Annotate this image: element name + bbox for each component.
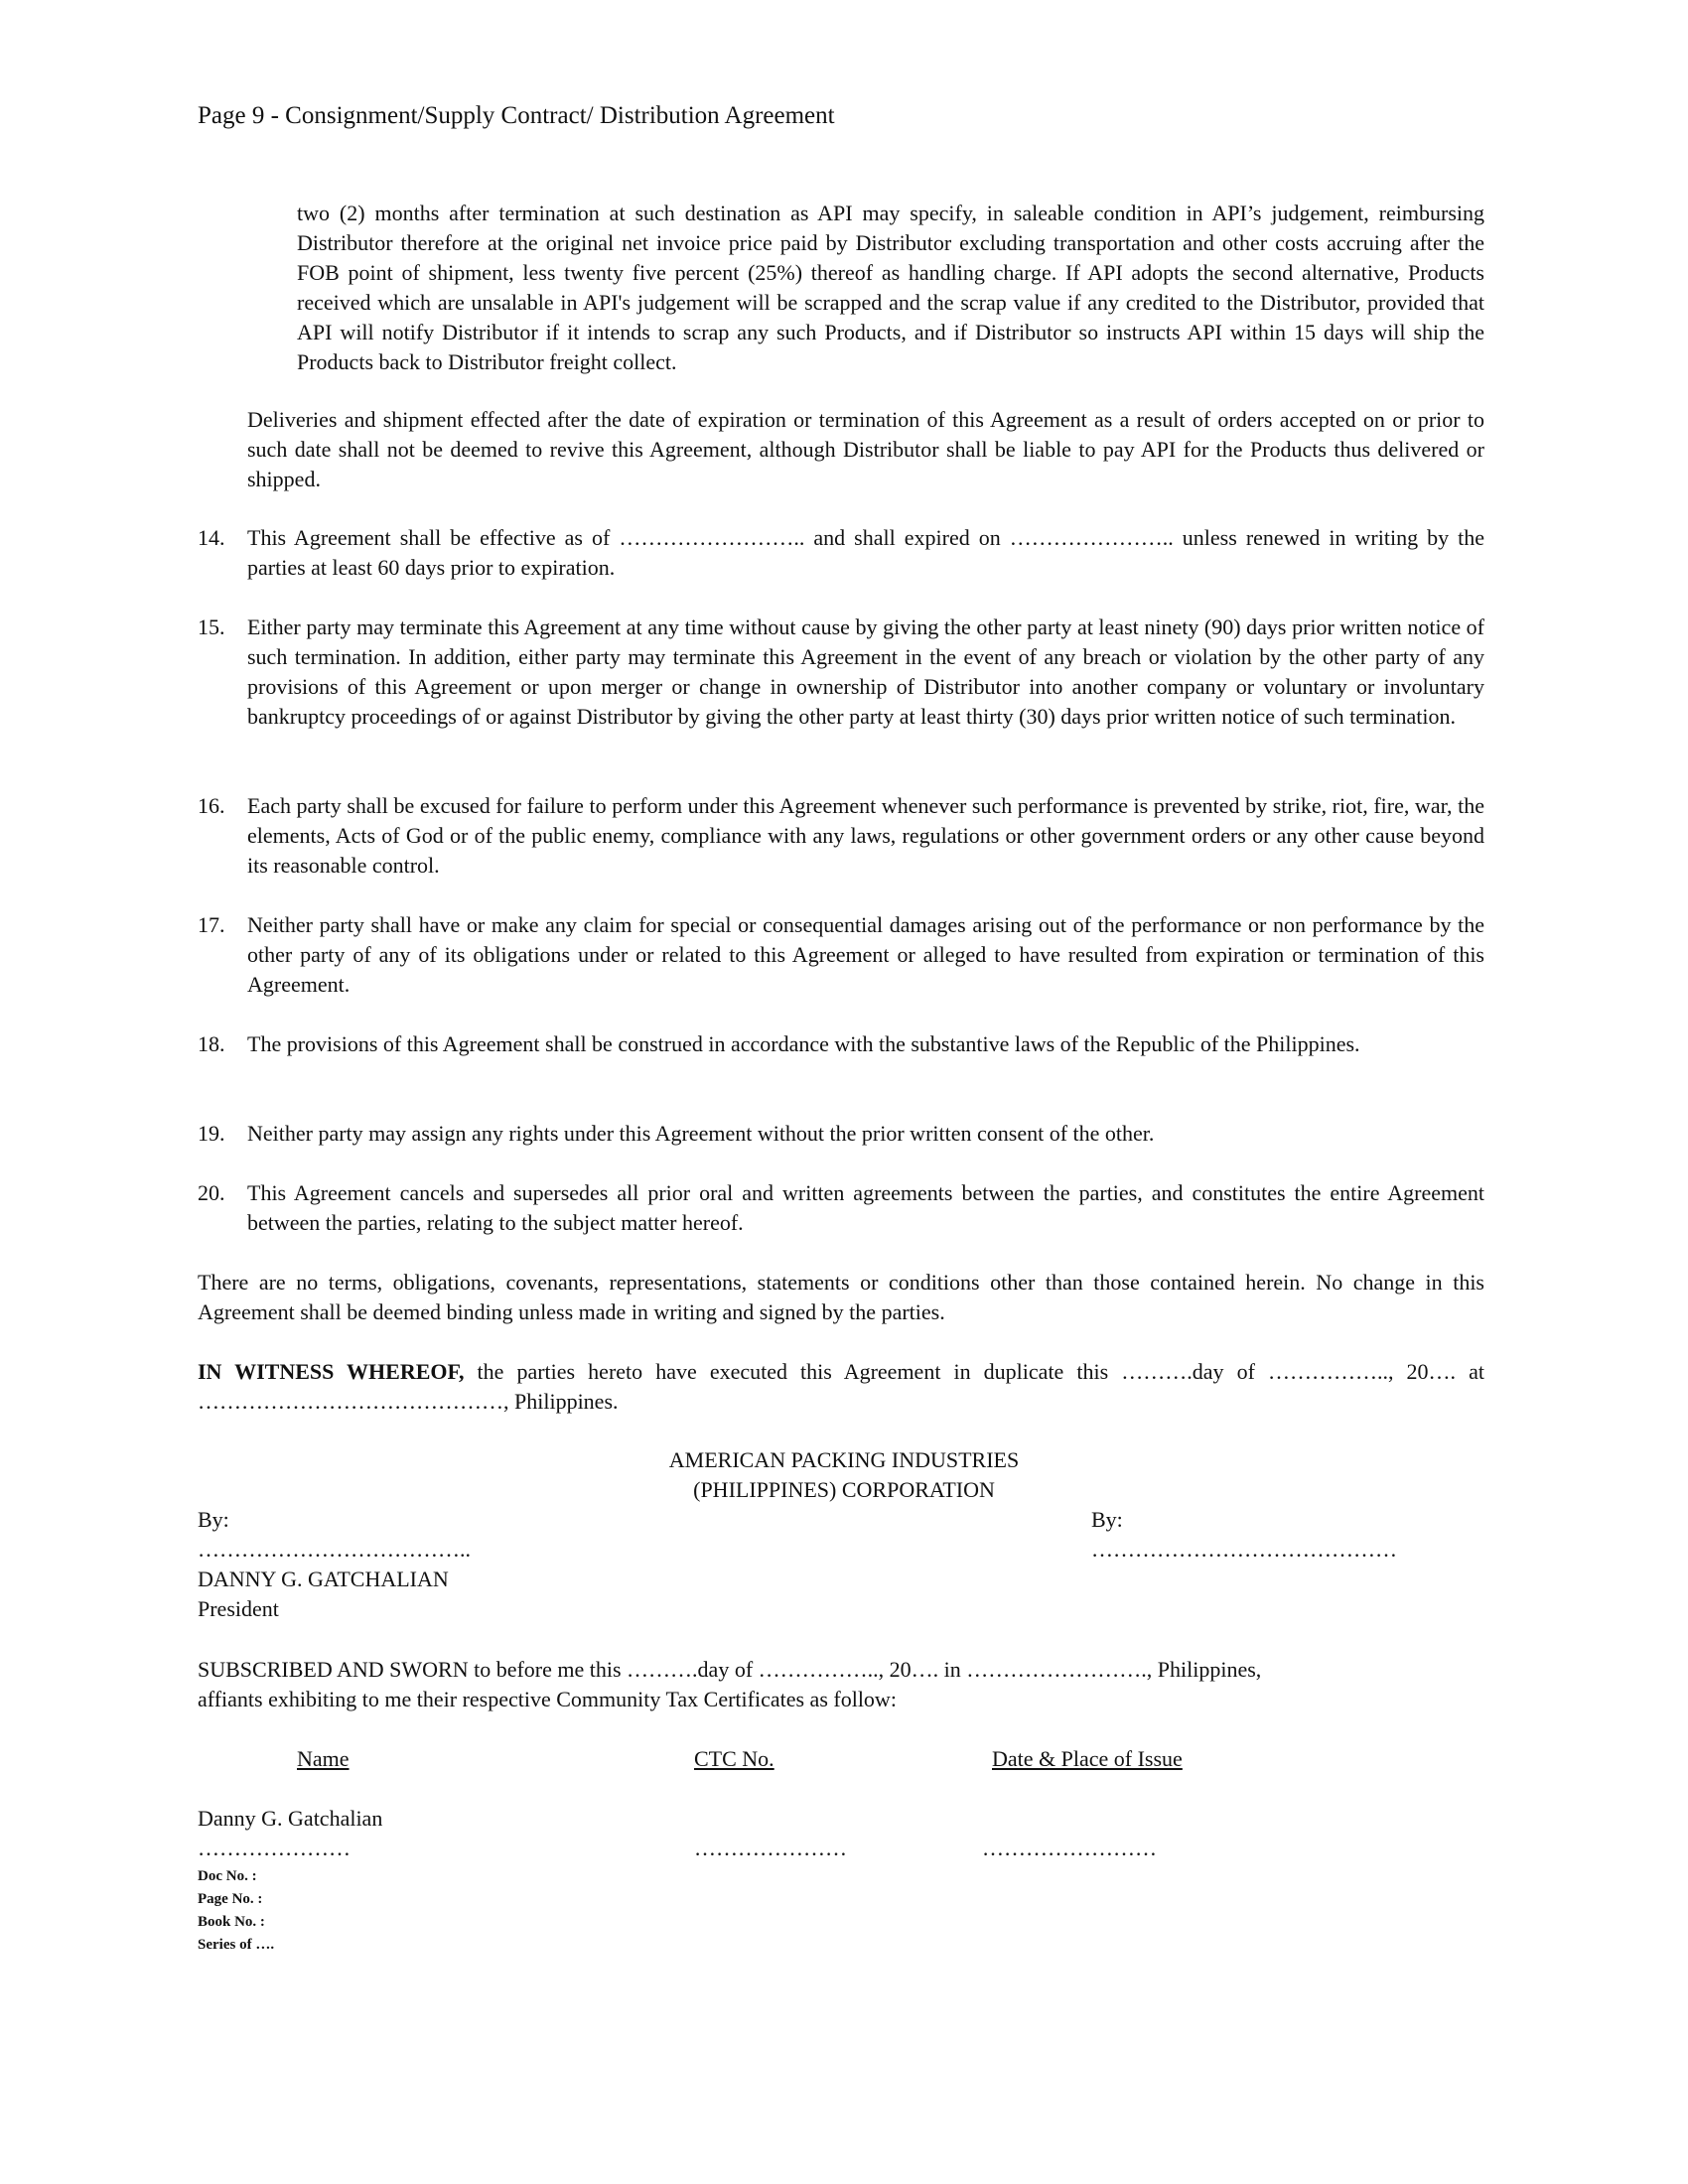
- clause-18: [198, 1029, 1484, 1059]
- clause-number: 20.: [198, 1180, 225, 1205]
- subscribed-line-2: affiants exhibiting to me their respective Community Tax Certificates as follow:: [198, 1687, 897, 1711]
- clause-number: 16.: [198, 793, 225, 818]
- witness-lead: IN WITNESS WHEREOF,: [198, 1359, 465, 1384]
- signatory-title: President: [198, 1596, 279, 1621]
- clause-number: 18.: [198, 1031, 225, 1056]
- clause-text: Neither party may assign any rights under this Agreement without the prior written consent of the other.: [247, 1121, 1155, 1146]
- company-name: [556, 1445, 1132, 1505]
- clause-text: Each party shall be excused for failure to perform under this Agreement whenever such performance is prevented by strike, riot, fire, war, the elements, Acts of God or of the public enemy, compliance with any laws, regulations or other government orders or any other cause beyond its reasonable control.: [247, 793, 1484, 878]
- company-line-1: AMERICAN PACKING INDUSTRIES: [668, 1447, 1020, 1472]
- clause-text: This Agreement cancels and supersedes all prior oral and written agreements between the parties, and constitutes the entire Agreement between the parties, relating to the subject matter hereof.: [247, 1180, 1484, 1235]
- left-by-label: By:: [198, 1507, 229, 1532]
- witness-text: the parties hereto have executed this Agreement in duplicate this ……….day of …………….., 20…. at ……………………………………, Philippines.: [198, 1359, 1484, 1414]
- clause-text: Either party may terminate this Agreement at any time without cause by giving the other party at least ninety (90) days prior written notice of such termination. In addition, either party may terminate this Agreement in the event of any breach or violation by the other party of any provisions of this Agreement or upon merger or change in ownership of Distributor into another company or voluntary or involuntary bankruptcy proceedings of or against Distributor by giving the other party at least thirty (30) days prior written notice of such termination.: [247, 614, 1484, 729]
- notary-page-no: Page No. :: [198, 1891, 263, 1907]
- ctc-row-name: Danny G. Gatchalian: [198, 1806, 383, 1831]
- company-line-2: (PHILIPPINES) CORPORATION: [693, 1477, 995, 1502]
- clause-20: [198, 1178, 1484, 1238]
- witness-paragraph: [198, 1357, 1484, 1417]
- clause-number: 17.: [198, 912, 225, 937]
- notary-series: Series of ….: [198, 1937, 275, 1953]
- right-by-label: By:: [1091, 1507, 1123, 1532]
- ctc-header-name: Name: [297, 1746, 350, 1771]
- ctc-row-date-dots: ……………………: [982, 1836, 1157, 1860]
- deliveries-paragraph: Deliveries and shipment effected after the date of expiration or termination of this Agreement as a result of orders accepted on or prior to such date shall not be deemed to revive this Agreement, although Distributor shall be liable to pay API for the Products thus delivered or shipped.: [247, 407, 1484, 491]
- subscribed-line-1: SUBSCRIBED AND SWORN to before me this ……….day of …………….., 20…. in ……………………., Philippines,: [198, 1657, 1262, 1682]
- clause-16: [198, 791, 1484, 881]
- ctc-row-number-dots: …………………: [694, 1836, 847, 1860]
- clause-number: 14.: [198, 525, 225, 550]
- clause-number: 19.: [198, 1121, 225, 1146]
- ctc-row-name-dots: …………………: [198, 1836, 351, 1860]
- notary-doc-no: Doc No. :: [198, 1868, 257, 1884]
- continued-paragraph: two (2) months after termination at such destination as API may specify, in saleable condition in API’s judgement, reimbursing Distributor therefore at the original net invoice price paid by Distributor excluding transportation and other costs accruing after the FOB point of shipment, less twenty five percent (25%) thereof as handling charge. If API adopts the second alternative, Products received which are unsalable in API's judgement will be scrapped and the scrap value if any credited to the Distributor, provided that API will notify Distributor if it intends to scrap any such Products, and if Distributor so instructs API within 15 days will ship the Products back to Distributor freight collect.: [297, 201, 1484, 374]
- clause-19: [198, 1119, 1484, 1149]
- clause-number: 15.: [198, 614, 225, 639]
- ctc-header-date-place: Date & Place of Issue: [992, 1746, 1183, 1771]
- left-signature-line: ………………………………..: [198, 1537, 471, 1562]
- clause-14: [198, 523, 1484, 583]
- right-signature-line: ……………………………………: [1091, 1537, 1397, 1562]
- ctc-header-number: CTC No.: [694, 1746, 774, 1771]
- clause-text: The provisions of this Agreement shall be construed in accordance with the substantive laws of the Republic of the Philippines.: [247, 1031, 1360, 1056]
- clause-text: This Agreement shall be effective as of …………………….. and shall expired on ………………….. unless renewed in writing by the parties at least 60 days prior to expiration.: [247, 525, 1484, 580]
- page-header: Page 9 - Consignment/Supply Contract/ Distribution Agreement: [198, 102, 835, 129]
- clause-15: [198, 613, 1484, 732]
- signatory-name: DANNY G. GATCHALIAN: [198, 1567, 449, 1591]
- no-terms-paragraph: There are no terms, obligations, covenants, representations, statements or conditions other than those contained herein. No change in this Agreement shall be deemed binding unless made in writing and signed by the parties.: [198, 1270, 1484, 1324]
- clause-text: Neither party shall have or make any claim for special or consequential damages arising out of the performance or non performance by the other party of any of its obligations under or related to this Agreement or alleged to have resulted from expiration or termination of this Agreement.: [247, 912, 1484, 997]
- clause-17: [198, 910, 1484, 1000]
- notary-book-no: Book No. :: [198, 1914, 265, 1930]
